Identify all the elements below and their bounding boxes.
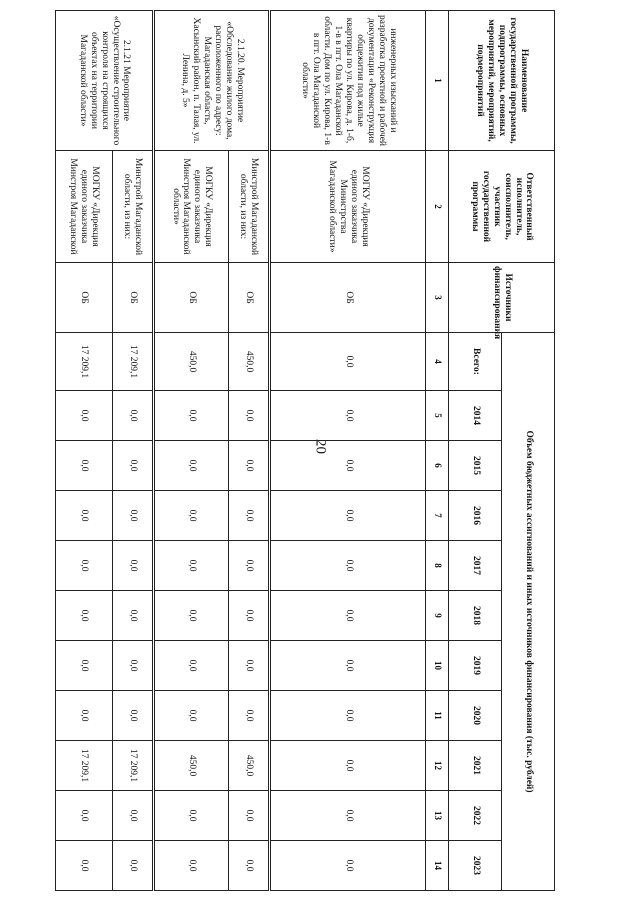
- header-year: 2017: [449, 541, 502, 591]
- cell-value: 0,0: [228, 541, 270, 591]
- cell-value: 0,0: [56, 541, 113, 591]
- header-year: 2020: [449, 691, 502, 741]
- cell-value: 0,0: [270, 441, 426, 491]
- cell-value: 0,0: [112, 841, 154, 891]
- cell-value: 0,0: [270, 791, 426, 841]
- cell-value: 0,0: [154, 441, 228, 491]
- cell-value: 450,0: [154, 741, 228, 791]
- cell-value: 0,0: [228, 691, 270, 741]
- cell-value: 0,0: [56, 841, 113, 891]
- header-year: 2018: [449, 591, 502, 641]
- cell-value: 0,0: [154, 841, 228, 891]
- column-number-row: [426, 11, 449, 891]
- header-year: Всего:: [449, 333, 502, 391]
- cell-value: 450,0: [228, 333, 270, 391]
- header-source: Источники финансирования: [449, 263, 555, 333]
- budget-table-rotated: [55, 10, 555, 890]
- cell-value: 0,0: [228, 391, 270, 441]
- cell-value: 0,0: [270, 741, 426, 791]
- cell-value: 0,0: [228, 841, 270, 891]
- cell-value: 0,0: [56, 441, 113, 491]
- header-year: 2019: [449, 641, 502, 691]
- cell-value: 0,0: [112, 591, 154, 641]
- col-number: 8: [426, 541, 449, 591]
- cell-value: 0,0: [228, 791, 270, 841]
- cell-value: 0,0: [154, 691, 228, 741]
- cell-value: 0,0: [154, 491, 228, 541]
- row-source: ОБ: [154, 263, 228, 333]
- header-name: Наименование государственной программы, подпрограммы, основных мероприятий, мероприятий, подмероприятий: [449, 11, 555, 151]
- row-executor: Минстрой Магаданской области, из них:: [112, 151, 154, 263]
- cell-value: 0,0: [112, 491, 154, 541]
- col-number: 1: [426, 11, 449, 151]
- cell-value: 0,0: [228, 491, 270, 541]
- table-row: [270, 11, 426, 891]
- col-number: 7: [426, 491, 449, 541]
- row-source: ОБ: [270, 263, 426, 333]
- row-source: ОБ: [56, 263, 113, 333]
- col-number: 12: [426, 741, 449, 791]
- cell-value: 0,0: [228, 591, 270, 641]
- header-year: 2014: [449, 391, 502, 441]
- cell-value: 0,0: [270, 841, 426, 891]
- header-year: 2015: [449, 441, 502, 491]
- col-number: 2: [426, 151, 449, 263]
- header-executor: Ответственный исполнитель, соисполнитель, участник государственной программы: [449, 151, 555, 263]
- cell-value: 0,0: [270, 391, 426, 441]
- header-year: 2022: [449, 791, 502, 841]
- cell-value: 17 209,1: [112, 741, 154, 791]
- cell-value: 0,0: [270, 491, 426, 541]
- cell-value: 0,0: [56, 591, 113, 641]
- col-number: 13: [426, 791, 449, 841]
- cell-value: 0,0: [56, 691, 113, 741]
- cell-value: 0,0: [154, 391, 228, 441]
- col-number: 10: [426, 641, 449, 691]
- cell-value: 0,0: [112, 691, 154, 741]
- cell-value: 0,0: [270, 541, 426, 591]
- cell-value: 0,0: [270, 333, 426, 391]
- table-row: [112, 11, 154, 891]
- cell-value: 17 209,1: [56, 333, 113, 391]
- cell-value: 17 209,1: [56, 741, 113, 791]
- cell-value: 0,0: [154, 641, 228, 691]
- row-name: 2.1.21 Мероприятие «Осуществление строительного контроля на строящихся объектах на территории Магаданской области»: [56, 11, 154, 151]
- cell-value: 0,0: [56, 391, 113, 441]
- cell-value: 0,0: [56, 491, 113, 541]
- cell-value: 0,0: [154, 791, 228, 841]
- row-source: ОБ: [112, 263, 154, 333]
- cell-value: 0,0: [112, 391, 154, 441]
- cell-value: 0,0: [56, 641, 113, 691]
- header-year: 2021: [449, 741, 502, 791]
- cell-value: 0,0: [228, 441, 270, 491]
- row-name: инженерных изысканий и разработка проектной и рабочей документации «Реконструкция общежития под жилые квартиры по ул. Кирова, д. 1-б, 1-в в пгт. Ола Магаданской области. Дом по ул. Кирова, 1-в в пгт. Ола Магаданской области»: [270, 11, 426, 151]
- row-executor: Минстрой Магаданской области, из них:: [228, 151, 270, 263]
- col-number: 9: [426, 591, 449, 641]
- table-row: [228, 11, 270, 891]
- col-number: 11: [426, 691, 449, 741]
- budget-table: [55, 10, 555, 891]
- cell-value: 0,0: [56, 791, 113, 841]
- col-number: 3: [426, 263, 449, 333]
- row-executor: МОГКУ «Дирекция единого заказчика Минстроя Магаданской: [56, 151, 113, 263]
- col-number: 4: [426, 333, 449, 391]
- col-number: 6: [426, 441, 449, 491]
- cell-value: 450,0: [228, 741, 270, 791]
- cell-value: 450,0: [154, 333, 228, 391]
- cell-value: 0,0: [112, 641, 154, 691]
- row-executor: МОГКУ «Дирекция единого заказчика Министрства Магаданской области»: [270, 151, 426, 263]
- cell-value: 0,0: [270, 591, 426, 641]
- page-number: 20: [312, 439, 329, 454]
- row-source: ОБ: [228, 263, 270, 333]
- cell-value: 17 209,1: [112, 333, 154, 391]
- row-executor: МОГКУ «Дирекция единого заказчика Минстроя Магаданской области»: [154, 151, 228, 263]
- cell-value: 0,0: [270, 691, 426, 741]
- row-name: 2.1.20. Мероприятие «Обследование жилого дома, расположенного по адресу: Магаданская область, Хасынский район, п. Талая, ул. Ленина, д. 5»: [154, 11, 270, 151]
- cell-value: 0,0: [154, 591, 228, 641]
- cell-value: 0,0: [228, 641, 270, 691]
- col-number: 5: [426, 391, 449, 441]
- cell-value: 0,0: [112, 541, 154, 591]
- header-year: 2016: [449, 491, 502, 541]
- col-number: 14: [426, 841, 449, 891]
- cell-value: 0,0: [112, 791, 154, 841]
- header-year: 2023: [449, 841, 502, 891]
- cell-value: 0,0: [112, 441, 154, 491]
- header-group: Объем бюджетных ассигнований и иных источников финансирования (тыс. рублей): [502, 333, 555, 891]
- cell-value: 0,0: [154, 541, 228, 591]
- cell-value: 0,0: [270, 641, 426, 691]
